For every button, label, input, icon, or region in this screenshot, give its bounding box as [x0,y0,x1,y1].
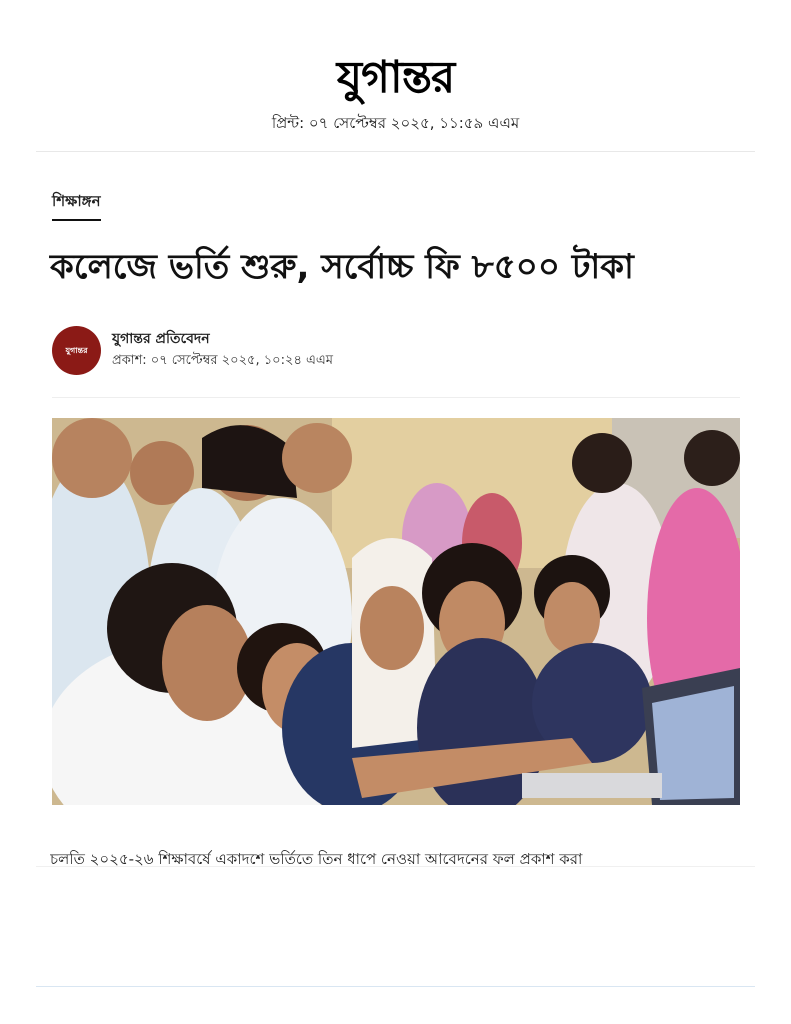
article-intro: চলতি ২০২৫-২৬ শিক্ষাবর্ষে একাদশে ভর্তিতে তিন ধাপে নেওয়া আবেদনের ফল প্রকাশ করা [50,850,583,866]
site-logo[interactable]: যুগান্তর [336,52,455,103]
author-name[interactable]: যুগান্তর প্রতিবেদন [112,331,210,347]
author-avatar: যুগান্তর [52,326,101,375]
divider [52,397,740,398]
article-headline: কলেজে ভর্তি শুরু, সর্বোচ্চ ফি ৮৫০০ টাকা [50,247,634,287]
category-link[interactable]: শিক্ষাঙ্গন [52,190,101,221]
divider [36,866,755,867]
article-photo [52,418,740,805]
print-date: প্রিন্ট: ০৭ সেপ্টেম্বর ২০২৫, ১১:৫৯ এএম [271,114,520,132]
masthead [0,52,791,137]
byline-text [112,329,512,371]
published-date: প্রকাশ: ০৭ সেপ্টেম্বর ২০২৫, ১০:২৪ এএম [112,353,334,368]
divider [36,151,755,152]
divider [36,986,755,987]
